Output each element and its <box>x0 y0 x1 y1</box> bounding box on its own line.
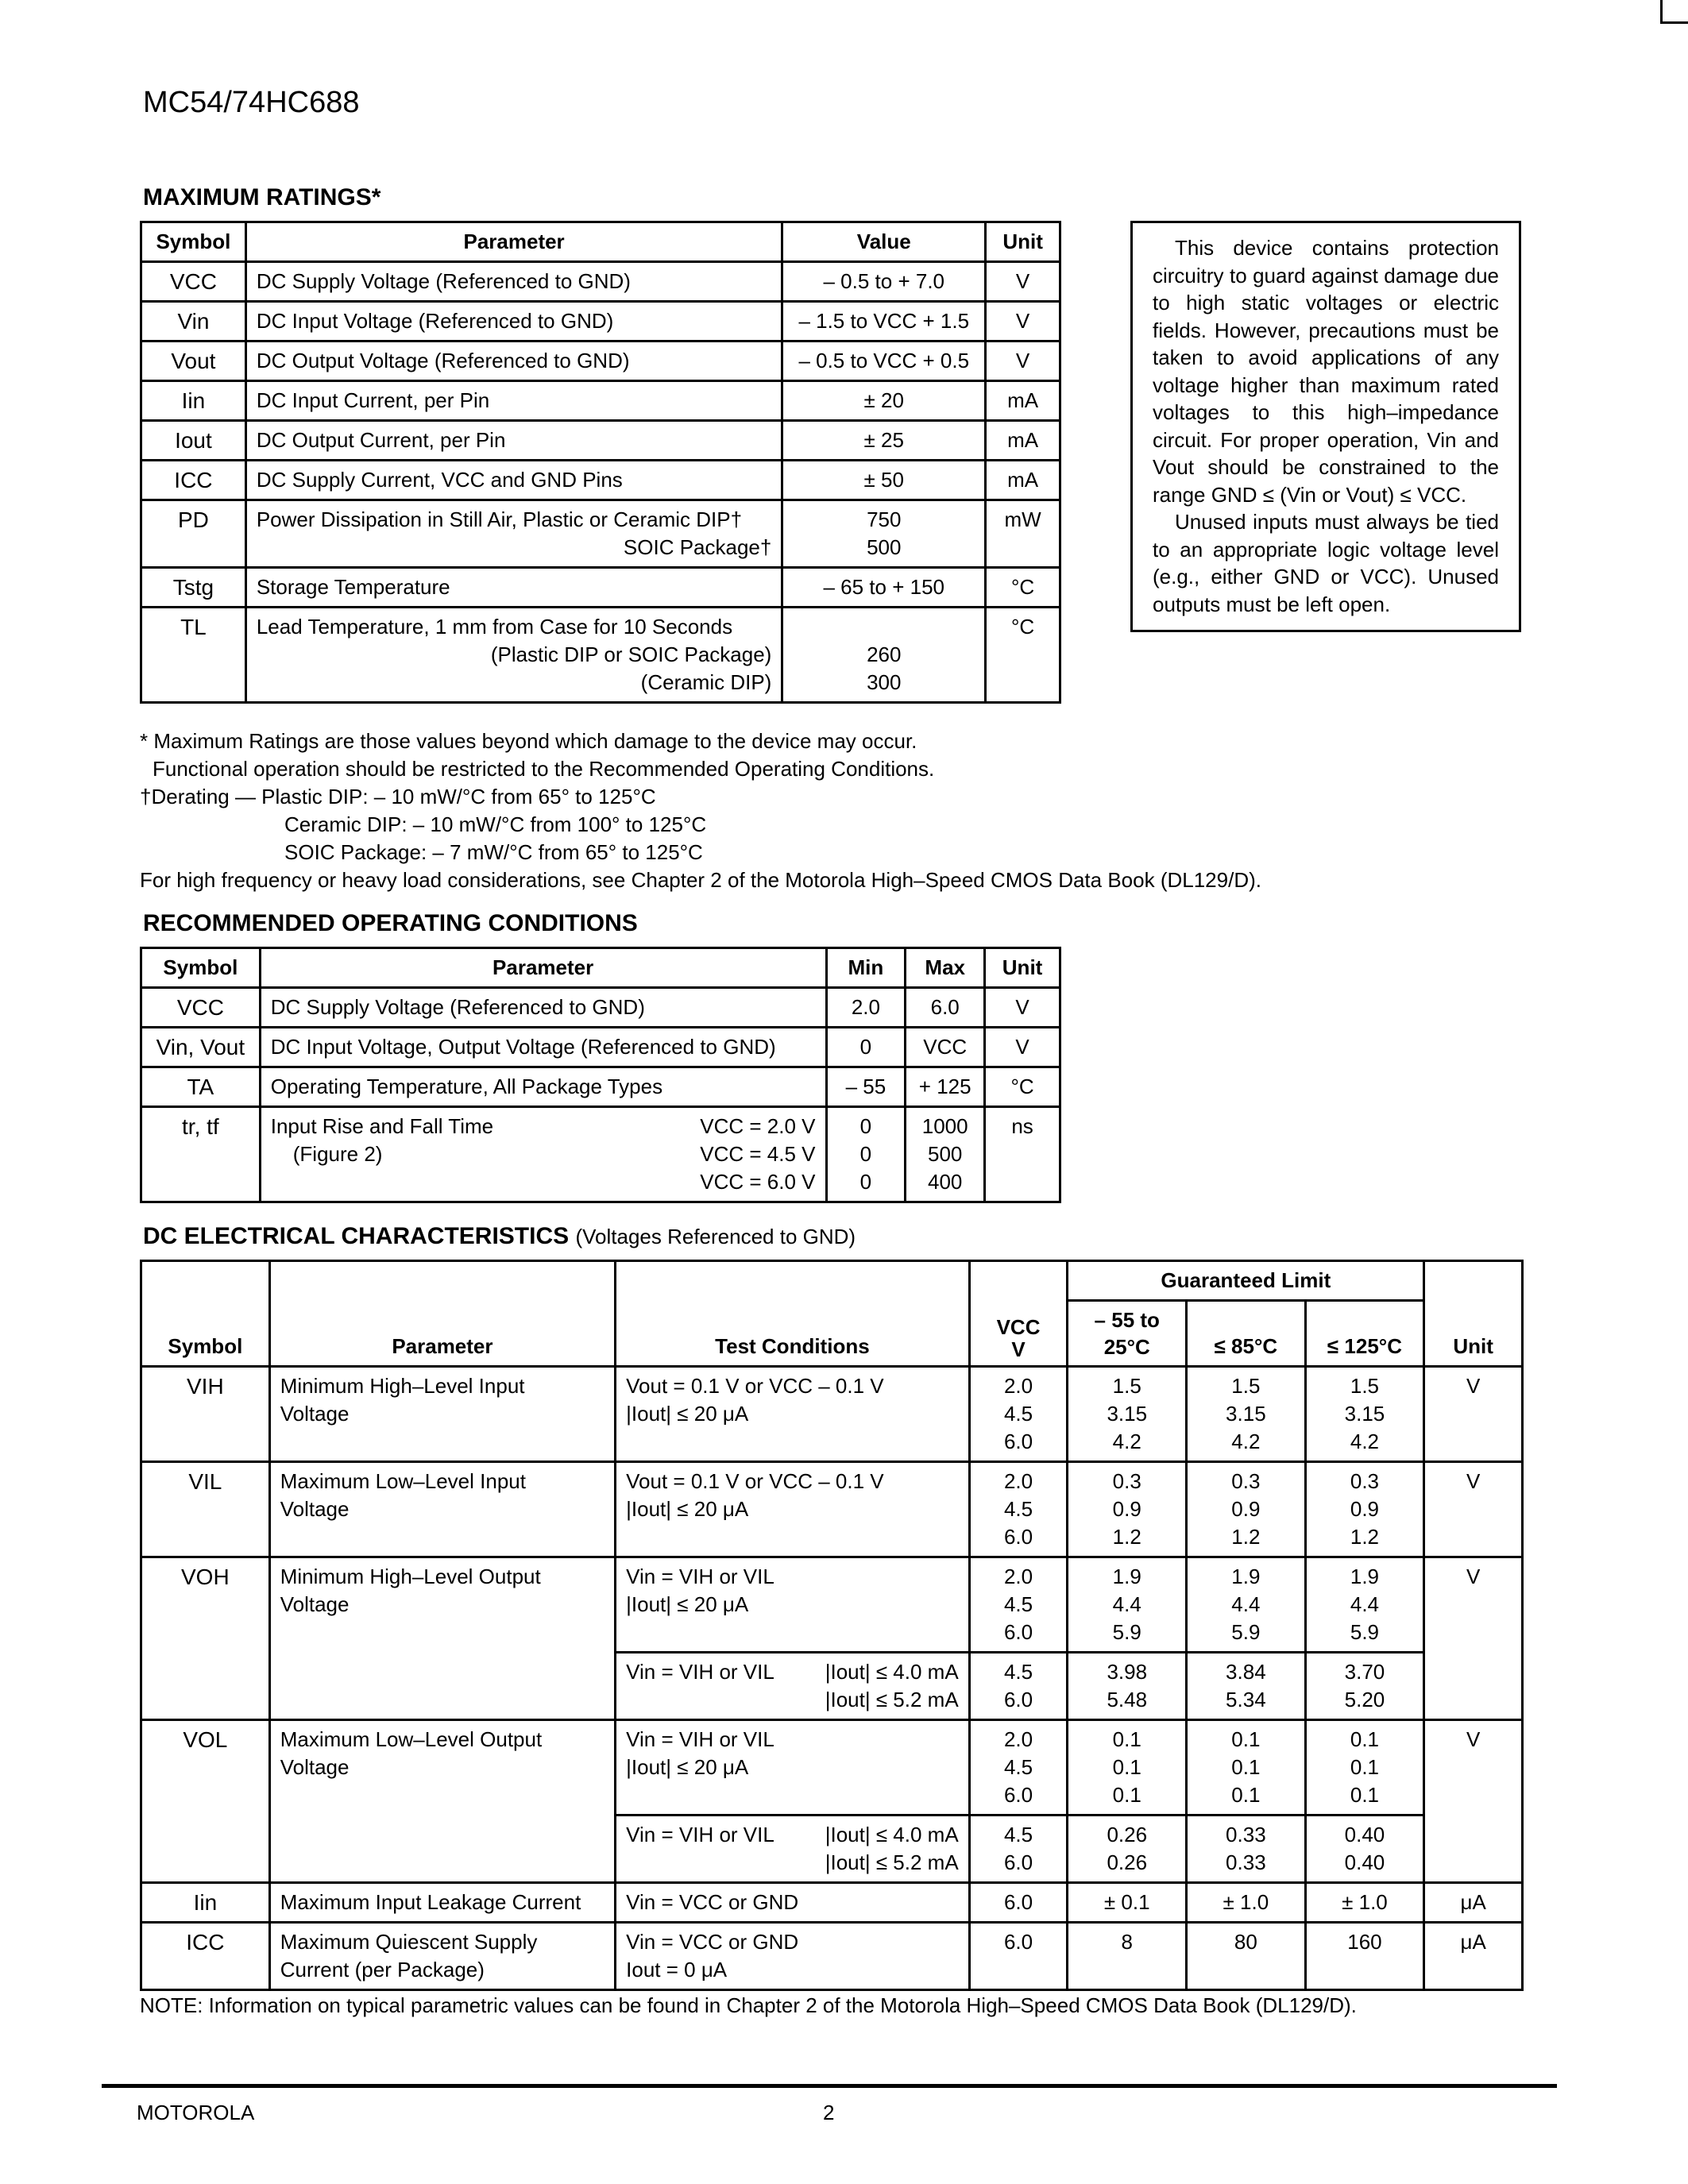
table-header-row <box>141 222 1060 262</box>
parameter-cell <box>269 1367 615 1462</box>
parameter-cell: DC Supply Voltage (Referenced to GND) <box>260 988 826 1028</box>
temp-header: 25°C <box>1103 1335 1150 1359</box>
parameter-cell <box>269 1720 615 1883</box>
parameter-line: (Figure 2) <box>292 1142 383 1166</box>
min-cell <box>826 1107 906 1202</box>
dc-characteristics-table <box>140 1260 1524 1991</box>
footnote: Functional operation should be restricted to the Recommended Operating Conditions. <box>153 757 935 781</box>
unit-cell: V <box>1424 1720 1523 1883</box>
unit-cell: mA <box>986 461 1060 500</box>
test-line: |Iout| ≤ 4.0 mA <box>825 1823 959 1846</box>
limit-cell: ± 1.0 <box>1187 1883 1306 1923</box>
limit-value: 1.9 <box>1231 1565 1261 1588</box>
vcc-cell: 6.0 <box>969 1923 1068 1990</box>
limit-value: 0.33 <box>1226 1850 1266 1874</box>
value-cell: ± 50 <box>782 461 986 500</box>
table-row <box>141 500 1060 568</box>
parameter-line: (Ceramic DIP) <box>640 670 772 694</box>
footnote: * Maximum Ratings are those values beyond which damage to the device may occur. <box>140 729 917 753</box>
column-header: Symbol <box>141 222 246 262</box>
min-cell: 2.0 <box>826 988 906 1028</box>
symbol-cell: Tstg <box>141 568 246 608</box>
vcc-value: 6.0 <box>1003 1783 1033 1807</box>
column-header: Parameter <box>260 948 826 988</box>
table-row <box>141 262 1060 302</box>
limit-value: 0.3 <box>1350 1469 1380 1493</box>
unit-cell: V <box>986 341 1060 381</box>
column-header: ≤ 85°C <box>1187 1301 1306 1367</box>
limit-value: 3.84 <box>1226 1660 1266 1684</box>
min-line: 0 <box>859 1142 872 1166</box>
test-cell <box>616 1923 970 1990</box>
vcc-cell: 6.0 <box>969 1883 1068 1923</box>
test-cell <box>616 1367 970 1462</box>
limit-cell: 80 <box>1187 1923 1306 1990</box>
value-cell <box>782 608 986 703</box>
limit-cell <box>1068 1367 1187 1462</box>
limit-value: 0.26 <box>1107 1823 1148 1846</box>
parameter-cell: DC Supply Current, VCC and GND Pins <box>245 461 782 500</box>
limit-value: 4.2 <box>1350 1430 1380 1453</box>
value-line: 300 <box>867 670 902 694</box>
parameter-line: Lead Temperature, 1 mm from Case for 10 Seconds <box>256 615 733 639</box>
column-header: Parameter <box>269 1261 615 1367</box>
limit-value: 0.1 <box>1112 1783 1141 1807</box>
condition-line: VCC = 2.0 V <box>700 1114 816 1138</box>
symbol-cell: VOL <box>141 1720 270 1883</box>
limit-value: 0.1 <box>1350 1727 1380 1751</box>
vcc-value: 6.0 <box>1003 1525 1033 1549</box>
parameter-cell: DC Input Voltage (Referenced to GND) <box>245 302 782 341</box>
symbol-cell: tr, tf <box>141 1107 261 1202</box>
page-number: 2 <box>823 2101 835 2124</box>
document-title: MC54/74HC688 <box>143 86 360 119</box>
parameter-cell <box>245 608 782 703</box>
limit-cell <box>1187 1653 1306 1720</box>
footnote: Ceramic DIP: – 10 mW/°C from 100° to 125°C <box>284 812 707 836</box>
max-line: 500 <box>928 1142 963 1166</box>
test-line: Vout = 0.1 V or VCC – 0.1 V <box>626 1374 884 1398</box>
symbol-cell: Vin, Vout <box>141 1028 261 1067</box>
column-header: Parameter <box>245 222 782 262</box>
limit-cell <box>1305 1720 1424 1815</box>
limit-value: 5.34 <box>1226 1688 1266 1711</box>
vcc-value: 2.0 <box>1003 1727 1033 1751</box>
parameter-line: Minimum High–Level Output <box>280 1565 541 1588</box>
limit-value: 0.26 <box>1107 1850 1148 1874</box>
vcc-cell <box>969 1462 1068 1557</box>
test-line: |Iout| ≤ 20 μA <box>626 1402 749 1426</box>
symbol-cell: ICC <box>141 1923 270 1990</box>
table-row <box>141 381 1060 421</box>
limit-value: 5.9 <box>1231 1620 1261 1644</box>
table-row <box>141 1028 1060 1067</box>
parameter-cell: Operating Temperature, All Package Types <box>260 1067 826 1107</box>
limit-value: 1.2 <box>1350 1525 1380 1549</box>
unit-cell: μA <box>1424 1923 1523 1990</box>
column-header <box>1068 1301 1187 1367</box>
parameter-line: Minimum High–Level Input <box>280 1374 525 1398</box>
footnote: For high frequency or heavy load considerations, see Chapter 2 of the Motorola High–Speed CMOS Data Book (DL129/D). <box>140 868 1261 892</box>
test-cell: Vin = VCC or GND <box>616 1883 970 1923</box>
symbol-cell: Iin <box>141 381 246 421</box>
table-row <box>141 1923 1523 1990</box>
limit-value: 0.3 <box>1112 1469 1141 1493</box>
table-row <box>141 302 1060 341</box>
limit-value: 1.5 <box>1231 1374 1261 1398</box>
vcc-cell <box>969 1720 1068 1815</box>
symbol-cell: Iin <box>141 1883 270 1923</box>
table-row <box>141 1067 1060 1107</box>
dc-title <box>143 1223 856 1250</box>
limit-cell <box>1068 1462 1187 1557</box>
parameter-cell: DC Input Current, per Pin <box>245 381 782 421</box>
max-cell: 6.0 <box>906 988 985 1028</box>
parameter-line: Voltage <box>280 1592 350 1616</box>
parameter-line: (Plastic DIP or SOIC Package) <box>490 642 772 666</box>
footer-rule <box>102 2084 1557 2088</box>
unit-cell: μA <box>1424 1883 1523 1923</box>
limit-cell <box>1187 1367 1306 1462</box>
table-row <box>141 1557 1523 1653</box>
limit-value: 5.9 <box>1112 1620 1141 1644</box>
limit-cell <box>1187 1815 1306 1883</box>
unit-cell: V <box>1424 1367 1523 1462</box>
column-header: Symbol <box>141 948 261 988</box>
symbol-cell: ICC <box>141 461 246 500</box>
table-header-row <box>141 1261 1523 1301</box>
test-line: Vin = VIH or VIL <box>626 1565 774 1588</box>
parameter-line: Voltage <box>280 1497 350 1521</box>
parameter-line: Voltage <box>280 1755 350 1779</box>
vcc-value: 4.5 <box>1003 1497 1033 1521</box>
parameter-line: Current (per Package) <box>280 1958 485 1981</box>
unit-cell: °C <box>986 568 1060 608</box>
symbol-cell: VOH <box>141 1557 270 1720</box>
value-line: 260 <box>867 642 902 666</box>
condition-line: VCC = 6.0 V <box>700 1170 816 1194</box>
limit-cell <box>1187 1720 1306 1815</box>
parameter-cell <box>269 1557 615 1720</box>
footnote: †Derating — Plastic DIP: – 10 mW/°C from 65° to 125°C <box>140 785 656 808</box>
parameter-line: Maximum Low–Level Output <box>280 1727 543 1751</box>
unit-cell: V <box>985 988 1060 1028</box>
limit-value: 5.9 <box>1350 1620 1380 1644</box>
recommended-table <box>140 947 1061 1203</box>
limit-cell <box>1305 1653 1424 1720</box>
value-line: 500 <box>867 535 902 559</box>
parameter-line: Voltage <box>280 1402 350 1426</box>
column-header: Max <box>906 948 985 988</box>
symbol-cell: Iout <box>141 421 246 461</box>
max-cell: + 125 <box>906 1067 985 1107</box>
table-row <box>141 1720 1523 1815</box>
test-cell <box>616 1815 970 1883</box>
max-cell: VCC <box>906 1028 985 1067</box>
parameter-cell: DC Output Voltage (Referenced to GND) <box>245 341 782 381</box>
parameter-line: Power Dissipation in Still Air, Plastic or Ceramic DIP† <box>256 507 743 531</box>
test-cell <box>616 1557 970 1653</box>
min-cell: – 55 <box>826 1067 906 1107</box>
limit-value: 0.3 <box>1231 1469 1261 1493</box>
value-cell <box>782 500 986 568</box>
parameter-cell: DC Supply Voltage (Referenced to GND) <box>245 262 782 302</box>
vcc-value: 6.0 <box>1003 1688 1033 1711</box>
unit-cell: V <box>985 1028 1060 1067</box>
parameter-line: Input Rise and Fall Time <box>270 1114 494 1138</box>
symbol-cell: VCC <box>141 988 261 1028</box>
value-cell: ± 20 <box>782 381 986 421</box>
limit-value: 3.70 <box>1344 1660 1385 1684</box>
limit-value: 1.2 <box>1231 1525 1261 1549</box>
footnotes <box>140 727 1261 894</box>
limit-value: 0.1 <box>1350 1755 1380 1779</box>
protection-note-box <box>1130 221 1521 632</box>
parameter-cell: DC Output Current, per Pin <box>245 421 782 461</box>
limit-value: 0.1 <box>1350 1783 1380 1807</box>
footer-brand: MOTOROLA <box>137 2101 255 2124</box>
symbol-cell: VIH <box>141 1367 270 1462</box>
limit-value: 4.4 <box>1231 1592 1261 1616</box>
max-ratings-table <box>140 221 1061 704</box>
limit-value: 0.33 <box>1226 1823 1266 1846</box>
limit-cell: 8 <box>1068 1923 1187 1990</box>
limit-value: 0.40 <box>1344 1850 1385 1874</box>
column-header: Unit <box>986 222 1060 262</box>
value-line: 750 <box>867 507 902 531</box>
table-row <box>141 1883 1523 1923</box>
parameter-cell <box>245 500 782 568</box>
parameter-cell <box>260 1107 826 1202</box>
dc-subtitle: (Voltages Referenced to GND) <box>575 1225 856 1248</box>
unit-cell: V <box>986 302 1060 341</box>
table-row <box>141 1462 1523 1557</box>
symbol-cell: TA <box>141 1067 261 1107</box>
limit-cell <box>1187 1557 1306 1653</box>
limit-cell <box>1068 1557 1187 1653</box>
symbol-cell: TL <box>141 608 246 703</box>
symbol-cell: VCC <box>141 262 246 302</box>
column-header: Min <box>826 948 906 988</box>
unit-cell: V <box>1424 1462 1523 1557</box>
vcc-cell <box>969 1367 1068 1462</box>
test-line: Vin = VCC or GND <box>626 1930 799 1954</box>
vcc-value: 2.0 <box>1003 1469 1033 1493</box>
temp-header: – 55 to <box>1094 1308 1160 1332</box>
test-line: |Iout| ≤ 5.2 mA <box>825 1688 959 1711</box>
limit-cell <box>1305 1815 1424 1883</box>
symbol-cell: Vin <box>141 302 246 341</box>
column-header: ≤ 125°C <box>1305 1301 1424 1367</box>
value-cell: – 1.5 to VCC + 1.5 <box>782 302 986 341</box>
vcc-value: 2.0 <box>1003 1374 1033 1398</box>
table-header-row <box>141 948 1060 988</box>
vcc-value: 4.5 <box>1003 1660 1033 1684</box>
table-row <box>141 421 1060 461</box>
parameter-cell <box>269 1462 615 1557</box>
vcc-value: 6.0 <box>1003 1850 1033 1874</box>
test-line: |Iout| ≤ 20 μA <box>626 1592 749 1616</box>
limit-value: 1.2 <box>1112 1525 1141 1549</box>
table-row <box>141 1367 1523 1462</box>
column-header: Test Conditions <box>616 1261 970 1367</box>
limit-cell: ± 1.0 <box>1305 1883 1424 1923</box>
column-header: Unit <box>985 948 1060 988</box>
limit-value: 4.4 <box>1112 1592 1141 1616</box>
vcc-value: 4.5 <box>1003 1755 1033 1779</box>
limit-cell <box>1068 1815 1187 1883</box>
parameter-cell: Storage Temperature <box>245 568 782 608</box>
vcc-cell <box>969 1815 1068 1883</box>
value-cell: – 0.5 to VCC + 0.5 <box>782 341 986 381</box>
test-line: Vin = VIH or VIL <box>626 1823 774 1846</box>
footnote: SOIC Package: – 7 mW/°C from 65° to 125°C <box>284 840 703 864</box>
column-header: Symbol <box>141 1261 270 1367</box>
unit-cell: mA <box>986 421 1060 461</box>
note-paragraph: Unused inputs must always be tied to an appropriate logic voltage level (e.g., either GND or VCC). Unused outputs must be left open. <box>1153 510 1499 616</box>
limit-value: 0.1 <box>1112 1755 1141 1779</box>
limit-value: 0.1 <box>1231 1755 1261 1779</box>
parameter-cell: DC Input Voltage, Output Voltage (Referenced to GND) <box>260 1028 826 1067</box>
limit-value: 3.15 <box>1107 1402 1148 1426</box>
limit-value: 1.5 <box>1350 1374 1380 1398</box>
dc-title-text: DC ELECTRICAL CHARACTERISTICS <box>143 1223 570 1249</box>
limit-cell <box>1068 1720 1187 1815</box>
unit-cell: mW <box>986 500 1060 568</box>
test-line: |Iout| ≤ 4.0 mA <box>825 1660 959 1684</box>
value-cell: – 0.5 to + 7.0 <box>782 262 986 302</box>
test-line: |Iout| ≤ 20 μA <box>626 1497 749 1521</box>
symbol-cell: VIL <box>141 1462 270 1557</box>
limit-cell <box>1187 1462 1306 1557</box>
value-cell: ± 25 <box>782 421 986 461</box>
limit-value: 0.9 <box>1112 1497 1141 1521</box>
limit-value: 0.1 <box>1231 1783 1261 1807</box>
unit-cell: mA <box>986 381 1060 421</box>
unit-cell: °C <box>985 1067 1060 1107</box>
limit-cell <box>1068 1653 1187 1720</box>
unit-cell: V <box>1424 1557 1523 1720</box>
limit-value: 3.15 <box>1344 1402 1385 1426</box>
limit-cell: 160 <box>1305 1923 1424 1990</box>
max-ratings-title: MAXIMUM RATINGS* <box>143 184 381 210</box>
table-row <box>141 1107 1060 1202</box>
test-line: Vin = VIH or VIL <box>626 1660 774 1684</box>
vcc-cell <box>969 1653 1068 1720</box>
limit-value: 3.15 <box>1226 1402 1266 1426</box>
max-line: 1000 <box>921 1114 968 1138</box>
vcc-value: 2.0 <box>1003 1565 1033 1588</box>
parameter-line: Maximum Quiescent Supply <box>280 1930 538 1954</box>
parameter-line: Maximum Low–Level Input <box>280 1469 526 1493</box>
limit-cell <box>1305 1367 1424 1462</box>
vcc-value: 4.5 <box>1003 1592 1033 1616</box>
symbol-cell: PD <box>141 500 246 568</box>
min-line: 0 <box>859 1114 872 1138</box>
condition-line: VCC = 4.5 V <box>700 1142 816 1166</box>
parameter-cell <box>269 1923 615 1990</box>
table-row <box>141 341 1060 381</box>
limit-cell <box>1305 1557 1424 1653</box>
limit-value: 5.20 <box>1344 1688 1385 1711</box>
min-cell: 0 <box>826 1028 906 1067</box>
vcc-value: 4.5 <box>1003 1823 1033 1846</box>
limit-value: 5.48 <box>1107 1688 1148 1711</box>
test-cell <box>616 1462 970 1557</box>
limit-value: 1.5 <box>1112 1374 1141 1398</box>
limit-value: 1.9 <box>1112 1565 1141 1588</box>
unit-cell: ns <box>985 1107 1060 1202</box>
limit-value: 0.1 <box>1231 1727 1261 1751</box>
vcc-header: VCC <box>996 1315 1041 1339</box>
table-row <box>141 608 1060 703</box>
limit-value: 4.2 <box>1231 1430 1261 1453</box>
limit-value: 1.9 <box>1350 1565 1380 1588</box>
limit-value: 4.4 <box>1350 1592 1380 1616</box>
vcc-value: 4.5 <box>1003 1402 1033 1426</box>
test-line: Vout = 0.1 V or VCC – 0.1 V <box>626 1469 884 1493</box>
table-row <box>141 568 1060 608</box>
max-line: 400 <box>928 1170 963 1194</box>
column-header: Guaranteed Limit <box>1068 1261 1424 1301</box>
test-line: |Iout| ≤ 5.2 mA <box>825 1850 959 1874</box>
recommended-title: RECOMMENDED OPERATING CONDITIONS <box>143 910 638 936</box>
symbol-cell: Vout <box>141 341 246 381</box>
limit-value: 3.98 <box>1107 1660 1148 1684</box>
parameter-cell: Maximum Input Leakage Current <box>269 1883 615 1923</box>
limit-cell <box>1305 1462 1424 1557</box>
parameter-line: SOIC Package† <box>623 535 772 559</box>
column-header: Value <box>782 222 986 262</box>
min-line: 0 <box>859 1170 872 1194</box>
limit-cell: ± 0.1 <box>1068 1883 1187 1923</box>
limit-value: 0.9 <box>1231 1497 1261 1521</box>
column-header: Unit <box>1424 1261 1523 1367</box>
test-cell <box>616 1653 970 1720</box>
table-row <box>141 988 1060 1028</box>
unit-cell: V <box>986 262 1060 302</box>
table-row <box>141 461 1060 500</box>
limit-value: 4.2 <box>1112 1430 1141 1453</box>
test-line: Iout = 0 μA <box>626 1958 728 1981</box>
limit-value: 0.9 <box>1350 1497 1380 1521</box>
limit-value: 0.40 <box>1344 1823 1385 1846</box>
unit-cell: °C <box>986 608 1060 703</box>
vcc-unit-header: V <box>1011 1337 1026 1361</box>
column-header <box>969 1261 1068 1367</box>
test-line: |Iout| ≤ 20 μA <box>626 1755 749 1779</box>
dc-note: NOTE: Information on typical parametric values can be found in Chapter 2 of the Motorola High–Speed CMOS Data Book (DL129/D). <box>140 1993 1357 2017</box>
vcc-cell <box>969 1557 1068 1653</box>
vcc-value: 6.0 <box>1003 1620 1033 1644</box>
value-cell: – 65 to + 150 <box>782 568 986 608</box>
vcc-value: 6.0 <box>1003 1430 1033 1453</box>
limit-value: 0.1 <box>1112 1727 1141 1751</box>
max-cell <box>906 1107 985 1202</box>
test-cell <box>616 1720 970 1815</box>
note-paragraph: This device contains protection circuitry to guard against damage due to high static voltages or electric fields. However, precautions must be taken to avoid applications of any voltage higher than maximum rated voltages to this high–impedance circuit. For proper operation, Vin and Vout should be constrained to the range GND ≤ (Vin or Vout) ≤ VCC. <box>1153 236 1499 507</box>
test-line: Vin = VIH or VIL <box>626 1727 774 1751</box>
crop-mark <box>1660 0 1688 24</box>
